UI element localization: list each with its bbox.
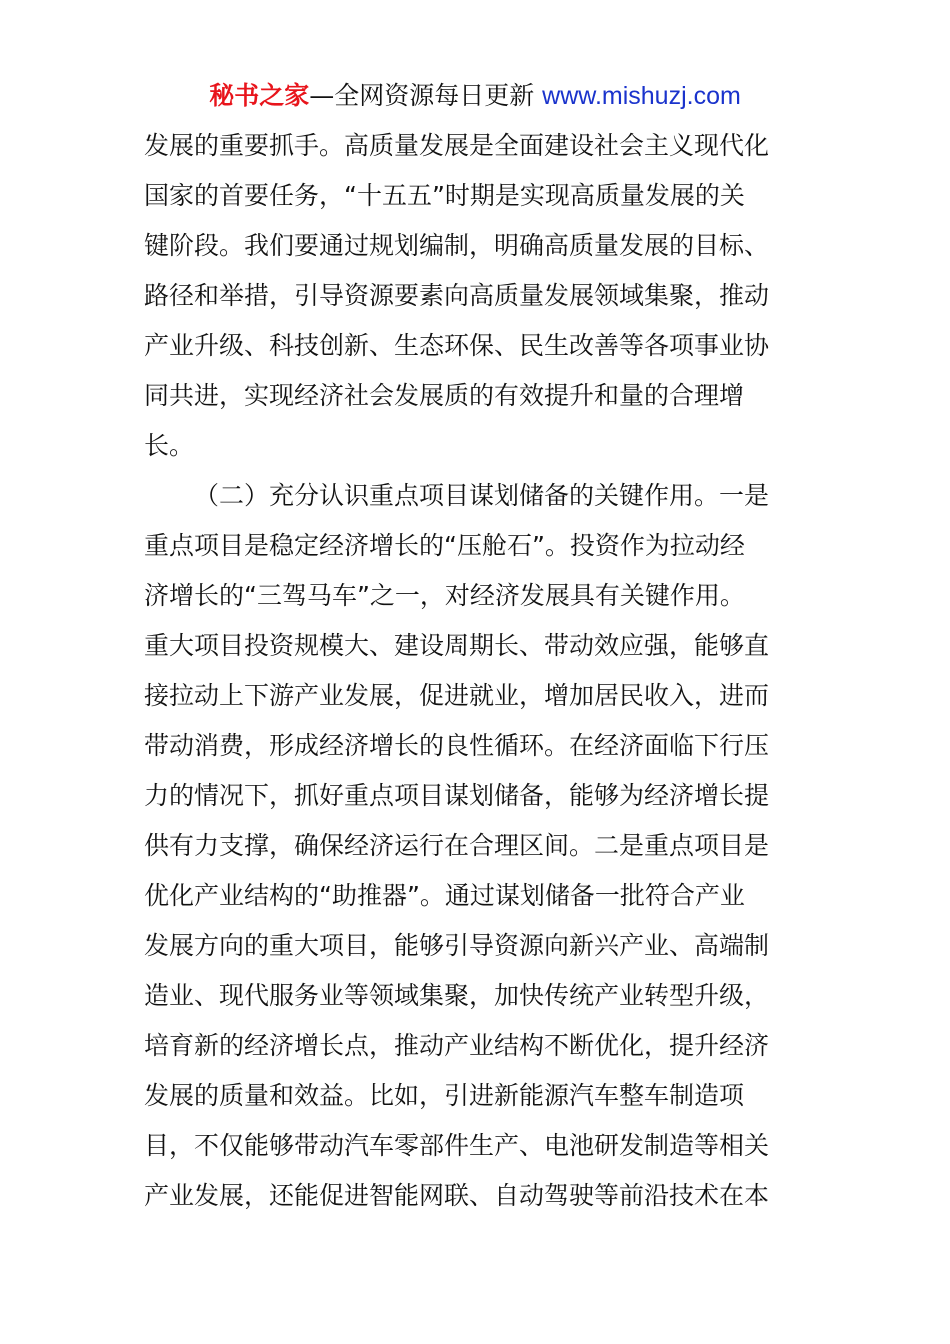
text-line: 培育新的经济增长点，推动产业结构不断优化，提升经济 <box>144 1031 770 1060</box>
text-line: 键阶段。我们要通过规划编制，明确高质量发展的目标、 <box>144 231 770 260</box>
text-line: 路径和举措，引导资源要素向高质量发展领域集聚，推动 <box>144 281 770 310</box>
document-body <box>144 121 809 1221</box>
text-line: 目，不仅能够带动汽车零部件生产、电池研发制造等相关 <box>144 1131 770 1160</box>
text-line: 带动消费，形成经济增长的良性循环。在经济面临下行压 <box>144 731 770 760</box>
text-line: 产业发展，还能促进智能网联、自动驾驶等前沿技术在本 <box>144 1181 770 1210</box>
text-line: 接拉动上下游产业发展，促进就业，增加居民收入，进而 <box>144 681 770 710</box>
text-line: 重大项目投资规模大、建设周期长、带动效应强，能够直 <box>144 631 770 660</box>
site-header <box>0 80 950 112</box>
text-line: 优化产业结构的“助推器”。通过谋划储备一批符合产业 <box>144 881 745 910</box>
text-line: 发展的质量和效益。比如，引进新能源汽车整车制造项 <box>144 1081 745 1110</box>
text-line: 重点项目是稳定经济增长的“压舱石”。投资作为拉动经 <box>144 531 745 560</box>
header-slogan: —全网资源每日更新 <box>309 81 543 110</box>
text-line: 国家的首要任务，“十五五”时期是实现高质量发展的关 <box>144 181 745 210</box>
brand-name: 秘书之家 <box>209 81 310 110</box>
text-line: 同共进，实现经济社会发展质的有效提升和量的合理增 <box>144 381 745 410</box>
section-heading-line: （二）充分认识重点项目谋划储备的关键作用。一是 <box>194 481 770 510</box>
text-line: 产业升级、科技创新、生态环保、民生改善等各项事业协 <box>144 331 770 360</box>
text-line: 供有力支撑，确保经济运行在合理区间。二是重点项目是 <box>144 831 770 860</box>
text-line: 造业、现代服务业等领域集聚，加快传统产业转型升级， <box>144 981 770 1010</box>
site-url-link[interactable]: www.mishuzj.com <box>542 82 741 110</box>
text-line: 发展的重要抓手。高质量发展是全面建设社会主义现代化 <box>144 131 770 160</box>
text-line: 济增长的“三驾马车”之一，对经济发展具有关键作用。 <box>144 581 745 610</box>
text-line: 力的情况下，抓好重点项目谋划储备，能够为经济增长提 <box>144 781 770 810</box>
text-line: 发展方向的重大项目，能够引导资源向新兴产业、高端制 <box>144 931 770 960</box>
text-line: 长。 <box>144 431 195 460</box>
